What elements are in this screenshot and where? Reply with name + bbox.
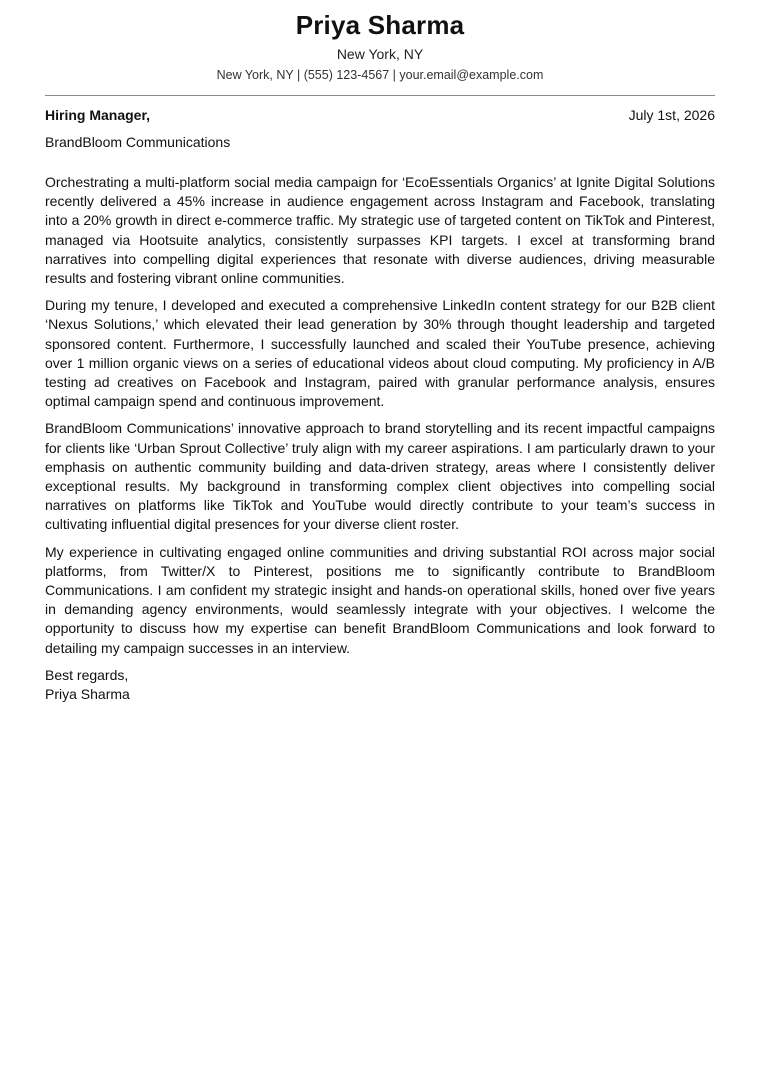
recipient-company: BrandBloom Communications xyxy=(45,134,231,150)
body-paragraph: Orchestrating a multi-platform social media campaign for ‘EcoEssentials Organics’ at Ignite Digital Solutions recently delivered a 45% increase in audience engagement across Instagram and Facebook, translating into a 20% growth in direct e-commerce traffic. My strategic use of targeted content on TikTok and Pinterest, managed via Hootsuite analytics, consistently surpasses KPI targets. I excel at transforming brand narratives into compelling digital experiences that resonate with diverse audiences, driving measurable results and fostering vibrant online communities. xyxy=(45,174,715,287)
sender-name: Priya Sharma xyxy=(295,10,465,40)
recipient-greeting: Hiring Manager, xyxy=(45,107,151,123)
sender-contact-line: New York, NY | (555) 123-4567 | your.email@example.com xyxy=(216,68,544,82)
body-paragraph: During my tenure, I developed and executed a comprehensive LinkedIn content strategy for our B2B client ‘Nexus Solutions,’ which elevated their lead generation by 30% through thought leadership and targeted sponsored content. Furthermore, I successfully launched and scaled their YouTube presence, achieving over 1 million organic views on a series of educational videos about cloud computing. My proficiency in A/B testing ad creatives on Facebook and Instagram, paired with granular performance analysis, ensures optimal campaign spend and continuous improvement. xyxy=(45,297,715,410)
body-paragraph: BrandBloom Communications’ innovative approach to brand storytelling and its recent impactful campaigns for clients like ‘Urban Sprout Collective’ truly align with my career aspirations. I am particularly drawn to your emphasis on authentic community building and data-driven strategy, areas where I consistently deliver exceptional results. My background in transforming complex client objectives into compelling social narratives on platforms like TikTok and YouTube would directly contribute to your team’s success in cultivating influential digital presences for your diverse client roster. xyxy=(45,420,715,533)
letter-date: July 1st, 2026 xyxy=(628,107,715,123)
closing-signature: Priya Sharma xyxy=(45,686,130,703)
sender-location: New York, NY xyxy=(336,46,424,62)
letter-meta-row xyxy=(45,106,715,124)
letter-closing xyxy=(45,666,715,704)
header-divider xyxy=(45,95,715,96)
body-paragraph: My experience in cultivating engaged online communities and driving substantial ROI across major social platforms, from Twitter/X to Pinterest, positions me to significantly contribute to BrandBloom Communications. I am confident my strategic insight and hands-on operational skills, honed over five years in demanding agency environments, would seamlessly integrate with your objectives. I welcome the opportunity to discuss how my expertise can benefit BrandBloom Communications and look forward to detailing my campaign successes in an interview. xyxy=(45,543,715,656)
letter-body xyxy=(45,173,715,658)
closing-salutation: Best regards, xyxy=(45,666,129,683)
